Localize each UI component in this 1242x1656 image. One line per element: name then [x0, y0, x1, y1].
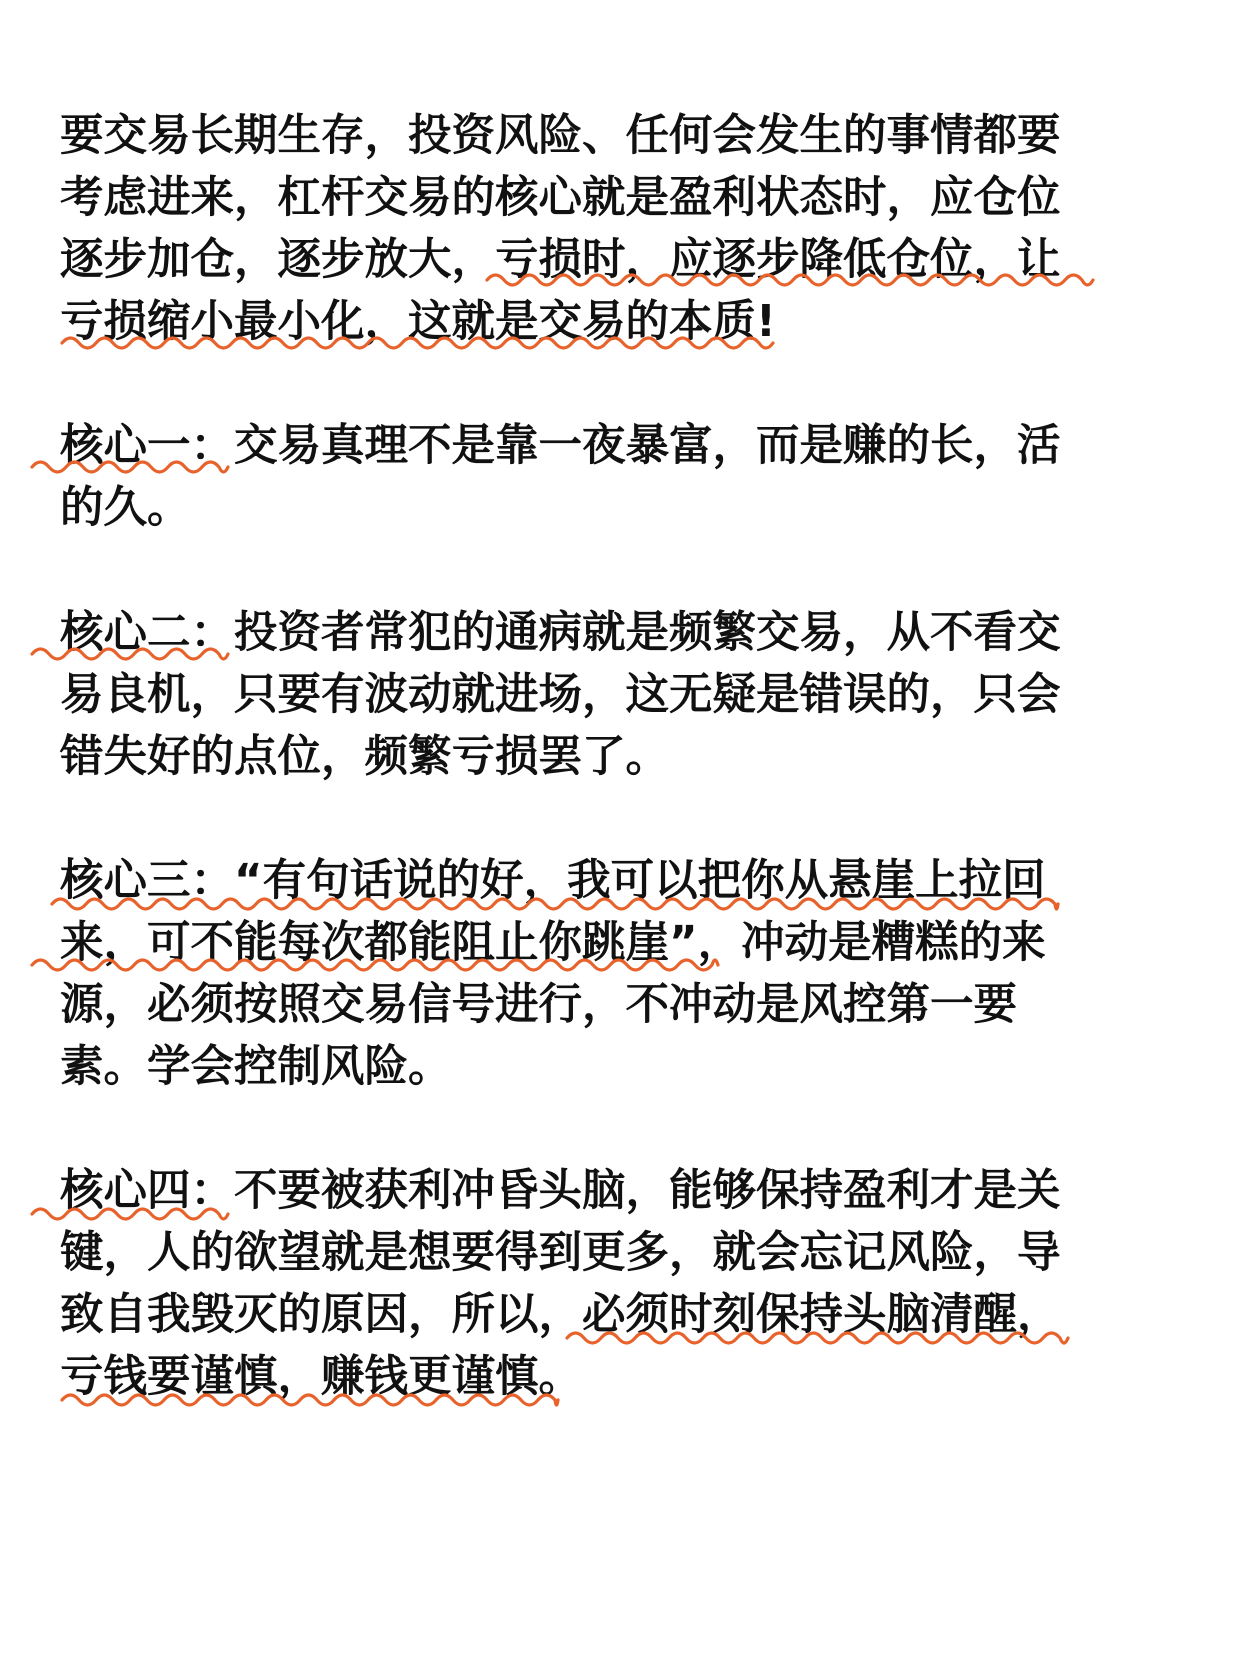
- text-line: 要交易长期生存，投资风险、任何会发生的事情都要: [60, 111, 1061, 161]
- text-line: 核心一：交易真理不是靠一夜暴富，而是赚的长，活: [60, 421, 1061, 471]
- text-line: 核心三：“有句话说的好，我可以把你从悬崖上拉回: [60, 856, 1046, 906]
- text-line: 素。学会控制风险。: [60, 1042, 452, 1092]
- text-line: 易良机，只要有波动就进场，这无疑是错误的，只会: [60, 670, 1061, 720]
- text-line: 核心四：不要被获利冲昏头脑，能够保持盈利才是关: [60, 1166, 1061, 1216]
- text-line: 亏钱要谨慎，赚钱更谨慎。: [60, 1352, 582, 1402]
- text-line: 错失好的点位，频繁亏损罢了。: [60, 732, 669, 782]
- text-line: 键，人的欲望就是想要得到更多，就会忘记风险，导: [60, 1228, 1061, 1278]
- text-line: 逐步加仓，逐步放大，亏损时，应逐步降低仓位，让: [60, 235, 1061, 285]
- text-line: 核心二：投资者常犯的通病就是频繁交易，从不看交: [60, 608, 1061, 658]
- text-line: 致自我毁灭的原因，所以，必须时刻保持头脑清醒，: [60, 1290, 1061, 1340]
- text-line: 来，可不能每次都能阻止你跳崖”，冲动是糟糕的来: [60, 918, 1046, 968]
- text-line: 亏损缩小最小化，这就是交易的本质!: [60, 297, 776, 347]
- text-line: 的久。: [60, 483, 191, 533]
- text-line: 源，必须按照交易信号进行，不冲动是风控第一要: [60, 980, 1017, 1030]
- text-line: 考虑进来，杠杆交易的核心就是盈利状态时，应仓位: [60, 173, 1061, 223]
